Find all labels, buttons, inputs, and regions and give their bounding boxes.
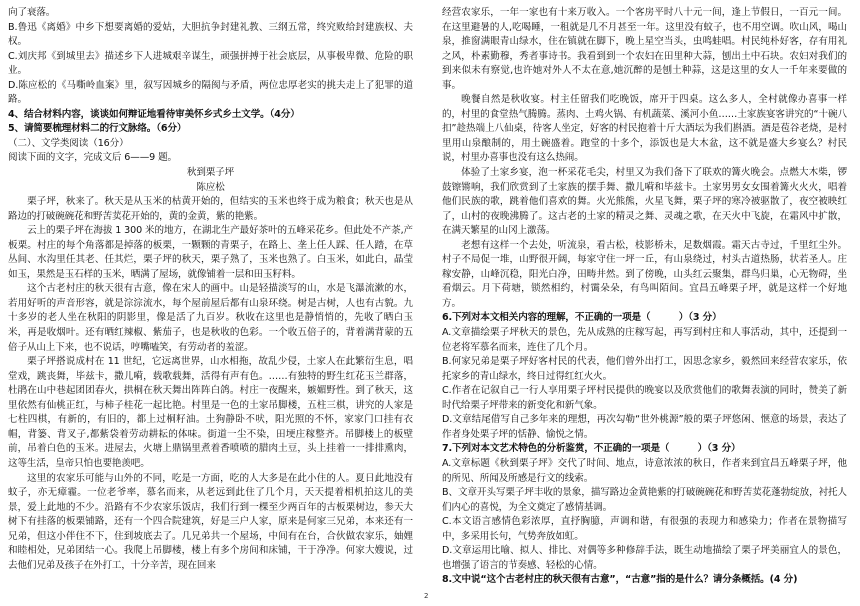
article-paragraph: 经营农家乐，一年一家也有十来万收入。一个客房平时八十元一间，逢上节假日，一百元一间。在这里避暑的人,吃喝睡，一租就是几不月甚至一年。这里没有蚊子，也不用空调。吹山风，喝山泉，推窗满眼青山绿水，住在镇就在脚下，晚上星空当头，虫鸣蛙唱。村民纯朴好客，存有用礼之风，朴素勤穆，秀者事诗书。我看到到一个农妇在田里种大蒜，刨出土中石块。农妇对我们的到来似未有察觉,也许她对外人不太在意,她沉醉的是刨土种蒜，这是这里的女人一千年来要做的事。 <box>442 7 847 91</box>
question-4: 4、结合材料内容，谈谈如何辩证地看待审美怀乡式乡土文学。（4分） <box>8 108 300 120</box>
right-column <box>442 6 847 594</box>
left-column <box>8 6 413 594</box>
question-option: C.刘庆邦《到城里去》描述乡下人进城艰辛谋生，顽强拼搏于社会底层，从事极卑微、危险的职业。 <box>8 50 413 77</box>
article-paragraph: 栗子坪，秋来了。秋天是从玉米的枯黄开始的，但结实的玉米也终于成为粮食；秋天也是从路边的打破碗碗花和野苦荬花开始的，黄的金黄，紫的艳紫。 <box>8 196 413 222</box>
article-paragraph: 老想有这样一个去处，听流泉，看古松，枝影桥未，足数烟霞。霜天古寺过，千里红尘外。村子不局促一堆，山野很开阔，每家守住一坪一丘，有山泉绕过，村头古道热肠，状若圣人。庄稼安静，山峰沉稳，阳光白净，田畴井然。到了傍晚，山头红云聚集，群鸟归巢，心无物碍，坐看烟云。月下荷塘，锁然相约，村霭朵朵，有鸟叫陌间。宜昌五峰栗子坪，就是这样一个好地方。 <box>442 239 847 309</box>
question-5: 5、请简要梳理材料二的行文脉络。（6分） <box>8 123 187 135</box>
reading-instruction: 阅读下面的文字，完成文后 6——9 题。 <box>8 152 177 164</box>
question-option: 向了衰落。 <box>8 7 56 18</box>
question-7: 7.下列对本文艺术特色的分析鉴赏，不正确的一项是（ ）（3 分） <box>442 443 741 455</box>
question-6: 6.下列对本文相关内容的理解，不正确的一项是（ ）（3 分） <box>442 312 722 324</box>
question-option: D.文章运用比喻、拟人、排比、对偶等多种修辞手法，既生动地描绘了栗子坪美丽宜人的景色，也增强了语言的节奏感、轻松的心情。 <box>442 545 847 571</box>
article-paragraph: 体验了土家乡宴，泡一杯采花毛尖，村里又为我们备下了联欢的篝火晚会。点燃大木柴，锣鼓镲锵响，我们欣赏到了土家族的摆手舞、撒儿嗬和毕兹卡。土家男男女女围着篝火火火，唱着他们民族的歌，跳着他们喜欢的舞。火光熊熊，火星飞舞，栗子坪的寒冷被驱散了，夜空被映红了，山村的夜晚沸腾了。这古老的土家的精灵之舞、灵魂之歌，在天火中飞旋，在霜风中扩散，在满天繁星的山冈上激荡。 <box>442 167 847 237</box>
question-option: C.作者在记叙自己一行人享用栗子坪村民提供的晚宴以及欣赏他们的歌舞表演的同时，赞美了新时代给栗子坪带来的新变化和新气象。 <box>442 385 847 411</box>
question-option: C.本文语言感情色彩浓厚，直抒胸臆，声调和谐，有很强的表现力和感染力；作者在景物描写中，多采用长句，气势奔放如虹。 <box>442 516 847 542</box>
article-paragraph: 晚餐自然是秋收宴。村主任留我们吃晚饭，席开于四桌。这么多人，全村就像办喜事一样的，村里的食堂热气腾腾。蒸肉、土鸡火锅、有机蔬菜、溪河小鱼……土家族宴客讲究的“十碗八扣”趁热端上八仙桌，待客人坐定，好客的村民抱着十斤大酒坛为我们斟酒。酒是苞谷老烧，是村里用山泉酿制的，用土碗盛着。跑堂的十多个，添饭也是大木盆，这不就是盛大乡宴么？村民说，村里办喜事也没有这么热闹。 <box>442 94 847 164</box>
section-heading: （二）、文学类阅读（16分） <box>8 137 129 149</box>
question-option: D.陈应松的《马嘶岭血案》里，叙写因城乡的隔阂与矛盾，两位忠厚老实的挑夫走上了犯罪的道路。 <box>8 79 413 106</box>
article-paragraph: 这个古老村庄的秋天很有古意，像在宋人的画中。山是轻描淡写的山，水是飞瀑流漱的水，若用好听的声音形容，就是淙淙流水，每个屋前屋后都有山泉环绕。树是古树，人也有古貌。九十多岁的老人坐在秋阳的阴影里，像是活了九百岁。秋收在这里也是静悄悄的，先收了晒白玉米，再是收烟叶。还有晒红辣椒、紫茄子，也是秋收的色彩。一个收五倍子的，背着满背蒙的五倍子从山上下来，也不说话，哼嘴嗑笑，有劳动者的羞涩。 <box>8 283 413 353</box>
question-8: 8.文中说“这个古老村庄的秋天很有古意”，“古意”指的是什么？请分条概括。(4 分) <box>442 574 798 586</box>
article-paragraph: 栗子坪搭说成村在 11 世纪，它远离世界，山水相拖，故乱少侵，土家人在此繁衍生息，唱堂戏，跳丧舞，毕兹卡，撒儿嗬，载歌载舞，活得有声有色。……有独特的野生红花玉兰群落，杜鹃在山中巷起团团春火，拱桐在秋天舞出阵阵白鸽。村庄一夜醒来，嫉媚野性。到了秋天，这里依然有仙桃正红，与柿子桂花一起比艳。村里是一色的土家吊脚楼，五柱三棋，讲究的人家是七柱四棋，有新的，有旧的，都上过桐籽油。土狗静卧不吠，阳光照的不怀，家家门口挂有衣帽，背篓、背叉子,都紫袋着劳动耕耘的体味。街道一尘不染，田埂庄稼整齐。吊脚楼上的板壁前，吊着白色的玉米。进屋去，火塘上鼎锅里煮着香喷喷的腊肉土豆，头上挂着一一排排熏肉，这等生活，皇帝只怕也要艳羡吧。 <box>8 356 413 469</box>
article-title: 秋到栗子坪 <box>186 167 235 179</box>
article-paragraph: 云上的栗子坪在海拔 1 300 米的地方，在湖北生产最好茶叶的五峰采花乡。但此处不产茶,产板栗。村庄的每个角落都是掉落的板栗，一颗颗的青栗子，在路上、垄上任人踩、任人踏，在草丛间、水沟里任其老、任其烂，栗子坪的秋天，栗子熟了，玉米也熟了。白玉米，如此白，晶莹如玉，果然是玉石样的玉米，晒满了屋场，就像铺着一层和田玉籽料。 <box>8 225 413 280</box>
question-option: B.何家兄弟是栗子坪好客村民的代表，他们曾外出打工，因思念家乡，毅然回来经营农家乐，依托家乡的青山绿水，终日过得红红火火。 <box>442 356 847 382</box>
question-option: B、文章开头写栗子坪丰收的景象，描写路边金黄艳紫的打破碗碗花和野苦荬花蓬勃绽放，衬托人们内心的喜悦，为全文奠定了感情基调。 <box>442 487 847 513</box>
question-option: B.鲁迅《离婚》中乡下想要离婚的爱姑，大胆抗争封建礼教、三纲五常，终究败给封建族权、夫权。 <box>8 21 413 48</box>
article-author: 陈应松 <box>196 181 225 193</box>
question-option: D.文章结尾借写自己多年来的理想，再次勾勒“世外桃源”般的栗子坪悠闲、惬意的场景，表达了作者身处栗子坪的恬静、愉悦之情。 <box>442 414 847 440</box>
page-number: 2 <box>424 592 429 600</box>
question-option: A.文章描绘栗子坪秋天的景色，先从成熟的庄稼写起，再写到村庄和人事活动，其中，还提到一位老将军慕名而来，连住了几个月。 <box>442 327 847 353</box>
question-option: A.文章标题《秋到栗子坪》交代了时间、地点，诗意浓浓的秋日，作者来到宜昌五峰栗子坪，他的所见、所闻及所感是行文的线索。 <box>442 457 847 484</box>
article-paragraph: 这里的农家乐可能与山外的不同，吃是一方面，吃的人大多是在此小住的人。夏日此地没有蚊子，亦无瘴霾。一位老爷率，慕名而来，从老远到此住了几个月，天天提着相机拍这儿的美景，爱上此地的不少。沿路有不少农家乐饭店，我们行到一棵至少两百年的古板栗树边，参天大树下有挂落的板栗铺路，还有一个四合院建筑，好是三户人家，原来是何家三兄弟，本来还有一兄弟，但这小伴住不下，住到坡底去了。几兄弟共一个屋场，中间有在台，合伙做农家乐，妯娌和睦相处，兄弟团结一心。我爬上吊脚楼，楼上有多个房间和床铺，干于净净。何家大嫂说，过去他们兄弟及孩子在外打工，十分辛苦，现在回来 <box>8 472 413 571</box>
